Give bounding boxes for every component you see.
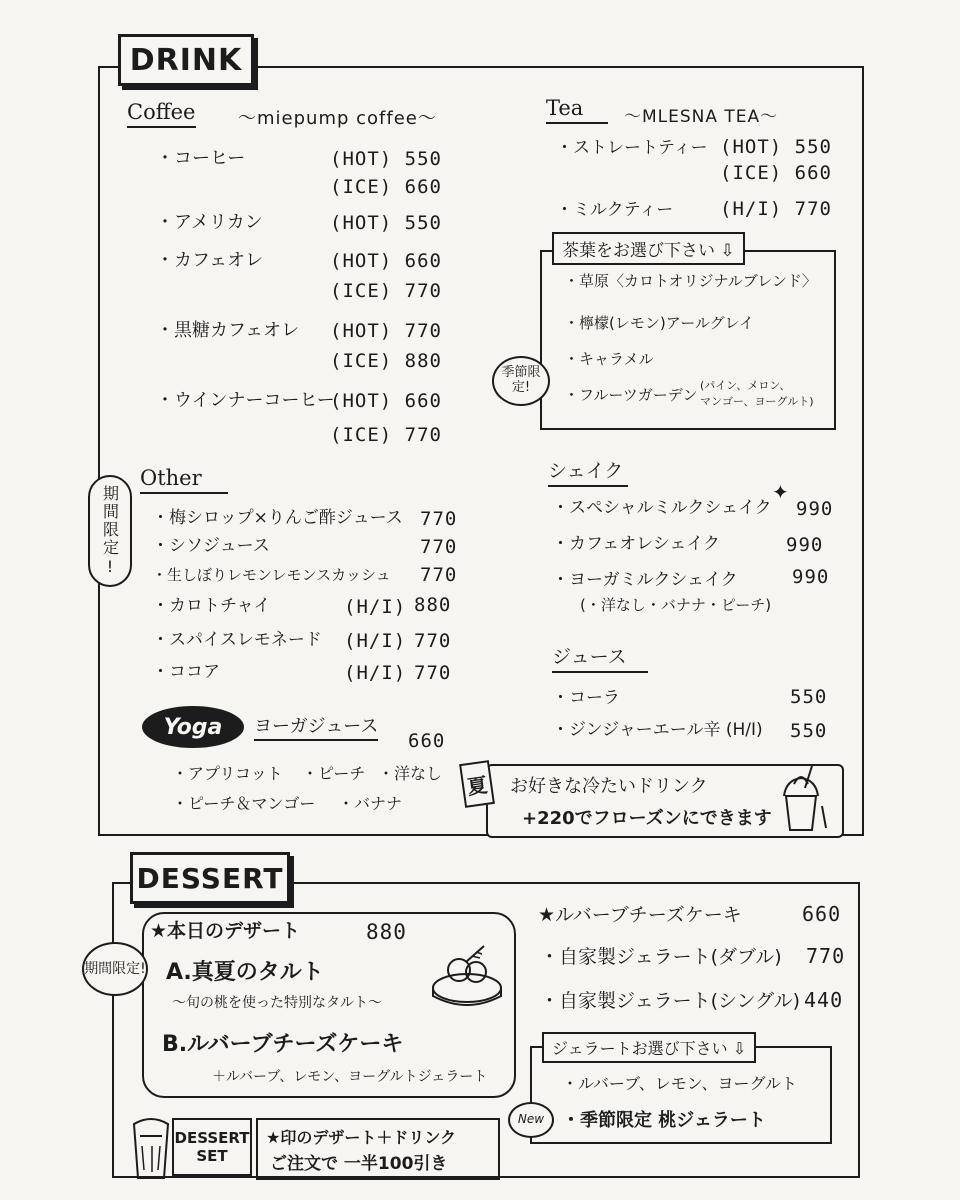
tea-item-0: ・ストレートティー bbox=[556, 138, 708, 158]
dessert-set-label-1: DESSERT bbox=[174, 1129, 250, 1147]
summer-flag-icon: 夏 bbox=[459, 760, 495, 808]
other-item-3-price: 880 bbox=[414, 594, 452, 616]
shake-title: シェイク bbox=[548, 456, 628, 487]
coffee-item-2-ice: (ICE) 770 bbox=[330, 280, 442, 302]
yoga-flavor-3: ・ピーチ＆マンゴー bbox=[172, 794, 316, 813]
coffee-item-4: ・ウインナーコーヒー bbox=[156, 390, 335, 411]
other-item-4: ・スパイスレモネード bbox=[152, 630, 322, 650]
dessert-set-line-2: ご注文で 一半100引き bbox=[270, 1154, 448, 1174]
other-item-3: ・カロトチャイ bbox=[152, 596, 271, 616]
tea-leaf-3: ・フルーツガーデン bbox=[564, 386, 698, 404]
tea-leaf-2: ・キャラメル bbox=[564, 350, 654, 368]
yoga-flavor-0: ・アプリコット bbox=[172, 764, 283, 783]
coffee-item-0-ice: (ICE) 660 bbox=[330, 176, 442, 198]
coffee-item-3-ice: (ICE) 880 bbox=[330, 350, 442, 372]
arrow-down-icon: ⇩ bbox=[720, 241, 735, 261]
dessert-item-2-price: 440 bbox=[804, 988, 844, 1012]
juice-title: ジュース bbox=[552, 642, 648, 673]
gelato-seasonal: ・季節限定 桃ジェラート bbox=[562, 1110, 766, 1131]
coffee-item-2-hot: (HOT) 660 bbox=[330, 250, 442, 272]
other-item-1: ・シソジュース bbox=[152, 536, 270, 556]
dessert-set-line-1: ★印のデザート＋ドリンク bbox=[266, 1128, 457, 1147]
coffee-item-0-hot: (HOT) 550 bbox=[330, 148, 442, 170]
yoga-title: ヨーガジュース bbox=[254, 718, 378, 741]
arrow-down-icon: ⇩ bbox=[732, 1039, 747, 1058]
tea-subtitle: ～MLESNA TEA～ bbox=[624, 107, 779, 127]
tea-leaf-box-title-text: 茶葉をお選び下さい bbox=[562, 241, 715, 261]
tea-leaf-0: ・草原〈カロトオリジナルブレンド〉 bbox=[564, 272, 817, 290]
shake-yoga-options: (・洋なし・バナナ・ピーチ) bbox=[580, 596, 772, 614]
shake-item-1-price: 990 bbox=[786, 534, 824, 556]
tea-item-0-hot: (HOT) 550 bbox=[720, 136, 832, 158]
yoga-flavor-2: ・洋なし bbox=[378, 764, 443, 783]
other-item-4-price: 770 bbox=[414, 630, 452, 652]
fruit-garden-note-2: マンゴー、ヨーグルト) bbox=[700, 395, 814, 408]
shake-item-1: ・カフェオレシェイク bbox=[552, 534, 721, 554]
dessert-set-label bbox=[172, 1118, 252, 1176]
tea-leaf-box-title bbox=[552, 232, 745, 265]
coffee-item-4-ice: (ICE) 770 bbox=[330, 424, 442, 446]
yoga-price: 660 bbox=[408, 730, 446, 752]
juice-item-0: ・コーラ bbox=[552, 688, 620, 708]
dessert-heading: DESSERT bbox=[130, 852, 290, 904]
coffee-item-2: ・カフェオレ bbox=[156, 250, 264, 271]
juice-item-0-price: 550 bbox=[790, 686, 828, 708]
today-dessert-title: ★本日のデザート bbox=[150, 920, 301, 942]
other-item-4-option: (H/I) bbox=[344, 630, 407, 652]
tea-item-1-hot: (H/I) 770 bbox=[720, 198, 832, 220]
coffee-item-3-hot: (HOT) 770 bbox=[330, 320, 442, 342]
other-item-2: ・生しぼりレモンレモンスカッシュ bbox=[152, 566, 391, 584]
limited-time-badge: 期間限定! bbox=[88, 475, 132, 587]
yoga-logo: Yoga bbox=[142, 706, 244, 748]
coffee-subtitle: ～miepump coffee～ bbox=[238, 108, 437, 129]
other-item-0: ・梅シロップ×りんご酢ジュース bbox=[152, 508, 403, 528]
dessert-set-label-2: SET bbox=[196, 1147, 228, 1165]
tea-title: Tea bbox=[546, 96, 608, 124]
gelato-box-title-text: ジェラートお選び下さい bbox=[552, 1039, 728, 1058]
other-item-2-price: 770 bbox=[420, 564, 458, 586]
other-item-3-option: (H/I) bbox=[344, 596, 407, 618]
fruit-garden-note-1: (パイン、メロン、 bbox=[700, 379, 791, 392]
other-title: Other bbox=[140, 466, 228, 494]
tart-icon bbox=[426, 940, 508, 1010]
coffee-item-4-hot: (HOT) 660 bbox=[330, 390, 442, 412]
yoga-flavor-1: ・ピーチ bbox=[302, 764, 366, 783]
drink-heading: DRINK bbox=[118, 34, 254, 86]
dessert-item-2: ・自家製ジェラート(シングル) bbox=[540, 990, 801, 1012]
dessert-item-1: ・自家製ジェラート(ダブル) bbox=[540, 946, 782, 968]
other-item-5: ・ココア bbox=[152, 662, 220, 682]
shake-item-2: ・ヨーガミルクシェイク bbox=[552, 570, 738, 590]
coffee-item-1: ・アメリカン bbox=[156, 212, 263, 233]
frozen-drink-icon bbox=[772, 762, 830, 834]
tea-leaf-1: ・檸檬(レモン)アールグレイ bbox=[564, 314, 754, 332]
dessert-item-1-price: 770 bbox=[806, 944, 846, 968]
gelato-box-title bbox=[542, 1032, 756, 1063]
seasonal-badge: 季節限定! bbox=[492, 356, 550, 406]
shake-item-0: ・スペシャルミルクシェイク bbox=[552, 498, 772, 518]
dessert-limited-badge: 期間限定! bbox=[82, 942, 148, 996]
gelato-flavors: ・ルバーブ、レモン、ヨーグルト bbox=[562, 1074, 798, 1093]
other-item-5-option: (H/I) bbox=[344, 662, 407, 684]
frozen-note-line-1: お好きな冷たいドリンク bbox=[510, 776, 708, 797]
other-item-1-price: 770 bbox=[420, 536, 458, 558]
coffee-item-3: ・黒糖カフェオレ bbox=[156, 320, 300, 341]
other-item-0-price: 770 bbox=[420, 508, 458, 530]
tea-item-0-ice: (ICE) 660 bbox=[720, 162, 832, 184]
dessert-b-title: B.ルバーブチーズケーキ bbox=[162, 1032, 404, 1057]
drink-cup-icon bbox=[126, 1110, 176, 1182]
juice-item-1-price: 550 bbox=[790, 720, 828, 742]
shake-item-2-price: 990 bbox=[792, 566, 830, 588]
frozen-note-line-2: +220でフローズンにできます bbox=[522, 808, 772, 829]
coffee-title: Coffee bbox=[127, 100, 196, 128]
other-item-5-price: 770 bbox=[414, 662, 452, 684]
dessert-item-0: ★ルバーブチーズケーキ bbox=[538, 904, 742, 926]
shake-item-0-price: 990 bbox=[796, 498, 834, 520]
dessert-b-desc: ＋ルバーブ、レモン、ヨーグルトジェラート bbox=[212, 1069, 488, 1085]
dessert-a-title: A.真夏のタルト bbox=[166, 960, 324, 985]
sparkle-icon: ✦ bbox=[772, 480, 789, 504]
coffee-item-1-hot: (HOT) 550 bbox=[330, 212, 442, 234]
tea-item-1: ・ミルクティー bbox=[556, 200, 674, 220]
dessert-a-desc: ～旬の桃を使った特別なタルト～ bbox=[172, 995, 382, 1011]
dessert-item-0-price: 660 bbox=[802, 902, 842, 926]
juice-item-1: ・ジンジャーエール辛 (H/I) bbox=[552, 720, 763, 740]
coffee-item-0: ・コーヒー bbox=[156, 148, 246, 169]
today-dessert-price: 880 bbox=[366, 920, 407, 944]
yoga-flavor-4: ・バナナ bbox=[338, 794, 403, 813]
new-badge: New bbox=[508, 1102, 554, 1138]
